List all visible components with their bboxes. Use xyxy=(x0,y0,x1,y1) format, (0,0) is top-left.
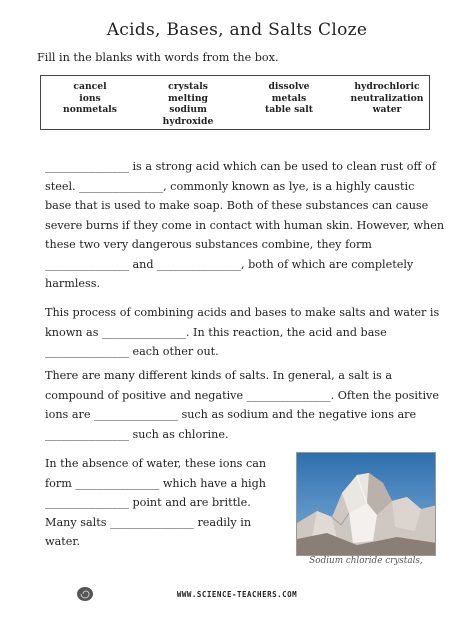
word-bank-item: sodium xyxy=(169,104,207,115)
word-bank-item: crystals xyxy=(168,81,208,92)
salt-crystals-photo xyxy=(296,452,436,556)
text-line: _______________ and _______________, both of which are completely xyxy=(45,257,414,271)
word-bank-column-3 xyxy=(249,81,329,116)
text-line: steel. _______________, commonly known as lye, is a highly caustic xyxy=(45,179,415,193)
word-bank-column-1 xyxy=(55,81,125,116)
text-line: base that is used to make soap. Both of these substances can cause xyxy=(45,199,429,212)
word-bank-item: nonmetals xyxy=(63,104,117,115)
word-bank-item: cancel xyxy=(73,81,107,92)
text-line: harmless. xyxy=(45,277,101,290)
word-bank-item: table salt xyxy=(264,104,313,115)
text-line: Many salts _______________ readily in xyxy=(45,515,252,529)
text-line: _______________ such as chlorine. xyxy=(45,427,229,441)
text-line: _______________ is a strong acid which can be used to clean rust off of xyxy=(45,160,436,173)
worksheet-title: Acids, Bases, and Salts Cloze xyxy=(106,20,368,40)
word-bank-item: metals xyxy=(271,92,307,104)
text-line: This process of combining acids and bases to make salts and water is xyxy=(45,306,440,319)
word-bank-column-2 xyxy=(153,81,223,127)
paragraph-4 xyxy=(45,454,285,552)
text-line: known as _______________. In this reaction, the acid and base xyxy=(45,325,387,339)
text-line: form _______________ which have a high xyxy=(45,476,266,490)
text-line: severe burns if they come in contact with human skin. However, when xyxy=(45,218,445,232)
photo-caption: Sodium chloride crystals, xyxy=(309,556,423,566)
paragraph-2 xyxy=(45,303,440,362)
text-line: compound of positive and negative _______________. Often the positive xyxy=(45,388,439,402)
word-bank-item: neutralization xyxy=(350,92,424,104)
text-line: _______________ each other out. xyxy=(45,345,219,358)
word-bank-item: melting xyxy=(168,92,208,104)
word-bank-column-4 xyxy=(345,81,429,116)
word-bank-item: ions xyxy=(79,92,101,104)
text-line: ions are _______________ such as sodium and the negative ions are xyxy=(45,408,417,421)
word-bank-item: hydrochloric xyxy=(354,81,420,92)
text-line: _______________ point and are brittle. xyxy=(45,496,251,509)
text-line: In the absence of water, these ions can xyxy=(45,457,267,470)
word-bank-item: water xyxy=(372,104,402,115)
paragraph-3 xyxy=(45,366,440,444)
word-bank-item: hydroxide xyxy=(162,115,214,127)
footer-url: WWW.SCIENCE-TEACHERS.COM xyxy=(176,590,298,599)
word-bank-item: dissolve xyxy=(268,81,310,92)
text-line: There are many different kinds of salts. In general, a salt is a xyxy=(45,369,393,382)
word-bank xyxy=(40,75,430,130)
instructions: Fill in the blanks with words from the box. xyxy=(37,51,279,64)
text-line: water. xyxy=(45,535,81,548)
text-line: these two very dangerous substances combine, they form xyxy=(45,238,372,251)
paragraph-1 xyxy=(45,157,445,294)
